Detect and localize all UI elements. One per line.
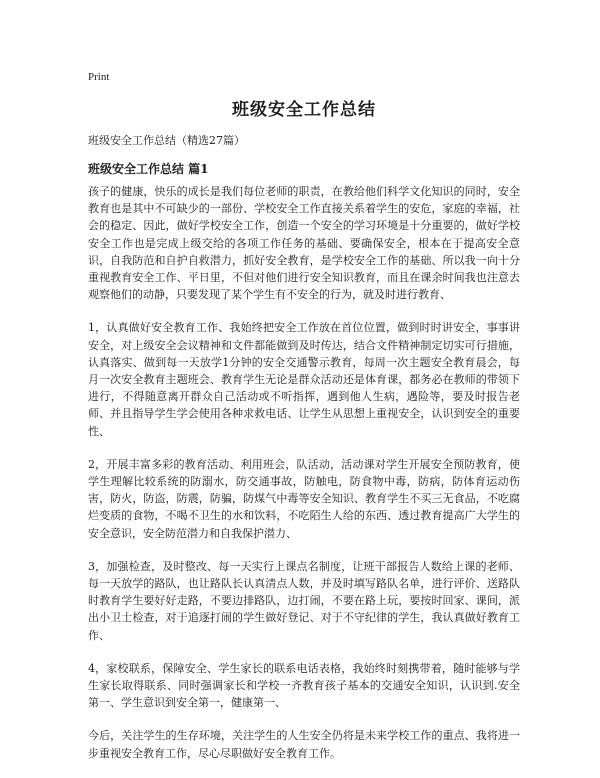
document-title: 班级安全工作总结 <box>232 100 376 120</box>
paragraph-3: 3，加强检查，及时整改、每一天实行上课点名制度，让班干部报告人数给上课的老师、每一天放学的路队，也让路队长认真清点人数，并及时填写路队名单，进行评价、送路队时教育学生要好好走路，不要边排路队，边打闹，不要在路上玩，要按时回家、课间，派出小卫士检查，对于追逐打闹的学生做好登记、对于不守纪律的学生，我认真做好教育工作、 <box>88 559 520 642</box>
paragraph-intro: 孩子的健康，快乐的成长是我们每位老师的职责，在教给他们科学文化知识的同时，安全教育也是其中不可缺少的一部份、学校安全工作直接关系着学生的安危，家庭的幸福，社会的稳定、因此，做好学校安全工作，创造一个安全的学习环境是十分重要的，做好学校安全工作也是完成上级交给的各项工作任务的基础、要确保安全，根本在于提高安全意识，自我防范和自护自救潜力，抓好安全教育，是学校安全工作的基础、所以我一向十分重视教育安全工作、平日里，不但对他们进行安全知识教育，而且在课余时间我也注意去观察他们的动静，只要发现了某个学生有不安全的行为，就及时进行教育、 <box>88 185 520 302</box>
section-heading: 班级安全工作总结 篇1 <box>88 162 209 176</box>
paragraph-conclusion: 今后，关注学生的生存环境，关注学生的人生安全仍将是未来学校工作的重点、我将进一步重视安全教育工作，尽心尽职做好安全教育工作。 <box>88 729 520 760</box>
paragraph-1: 1，认真做好安全教育工作、我始终把安全工作放在首位位置，做到时时讲安全，事事讲安全，对上级安全会议精神和文件都能做到及时传达，结合文件精神制定切实可行措施，认真落实、做到每一天放学1分钟的安全交通警示教育，每周一次主题安全教育晨会，每月一次安全教育主题班会、教育学生无论是群众活动还是体育课，都务必在教师的带领下进行，不得随意离开群众自己活动或不听指挥，遇到他人生病，遇险等，要及时报告老师、并且指导学生学会使用各种求救电话、让学生从思想上重视安全，认识到安全的重要性、 <box>88 321 520 438</box>
paragraph-4: 4，家校联系，保障安全、学生家长的联系电话表格，我始终时刻携带着，随时能够与学生家长取得联系、同时强调家长和学校一齐教育孩子基本的交通安全知识，认识到.安全第一、学生意识到安全第一，健康第一、 <box>88 661 520 710</box>
document-subtitle: 班级安全工作总结（精选27篇） <box>88 134 245 147</box>
print-link[interactable]: Print <box>88 71 110 83</box>
paragraph-2: 2，开展丰富多彩的教育活动、利用班会，队活动，活动课对学生开展安全预防教育，使学生理解比较系统的防溺水，防交通事故，防触电，防食物中毒，防病，防体育运动伤害，防火，防盗，防震，防骗，防煤气中毒等安全知识、教育学生不买三无食品，不吃腐烂变质的食物，不喝不卫生的水和饮料，不吃陌生人给的东西、透过教育提高广大学生的安全意识，安全防范潜力和自我保护潜力、 <box>88 457 520 540</box>
body-text <box>88 183 520 778</box>
